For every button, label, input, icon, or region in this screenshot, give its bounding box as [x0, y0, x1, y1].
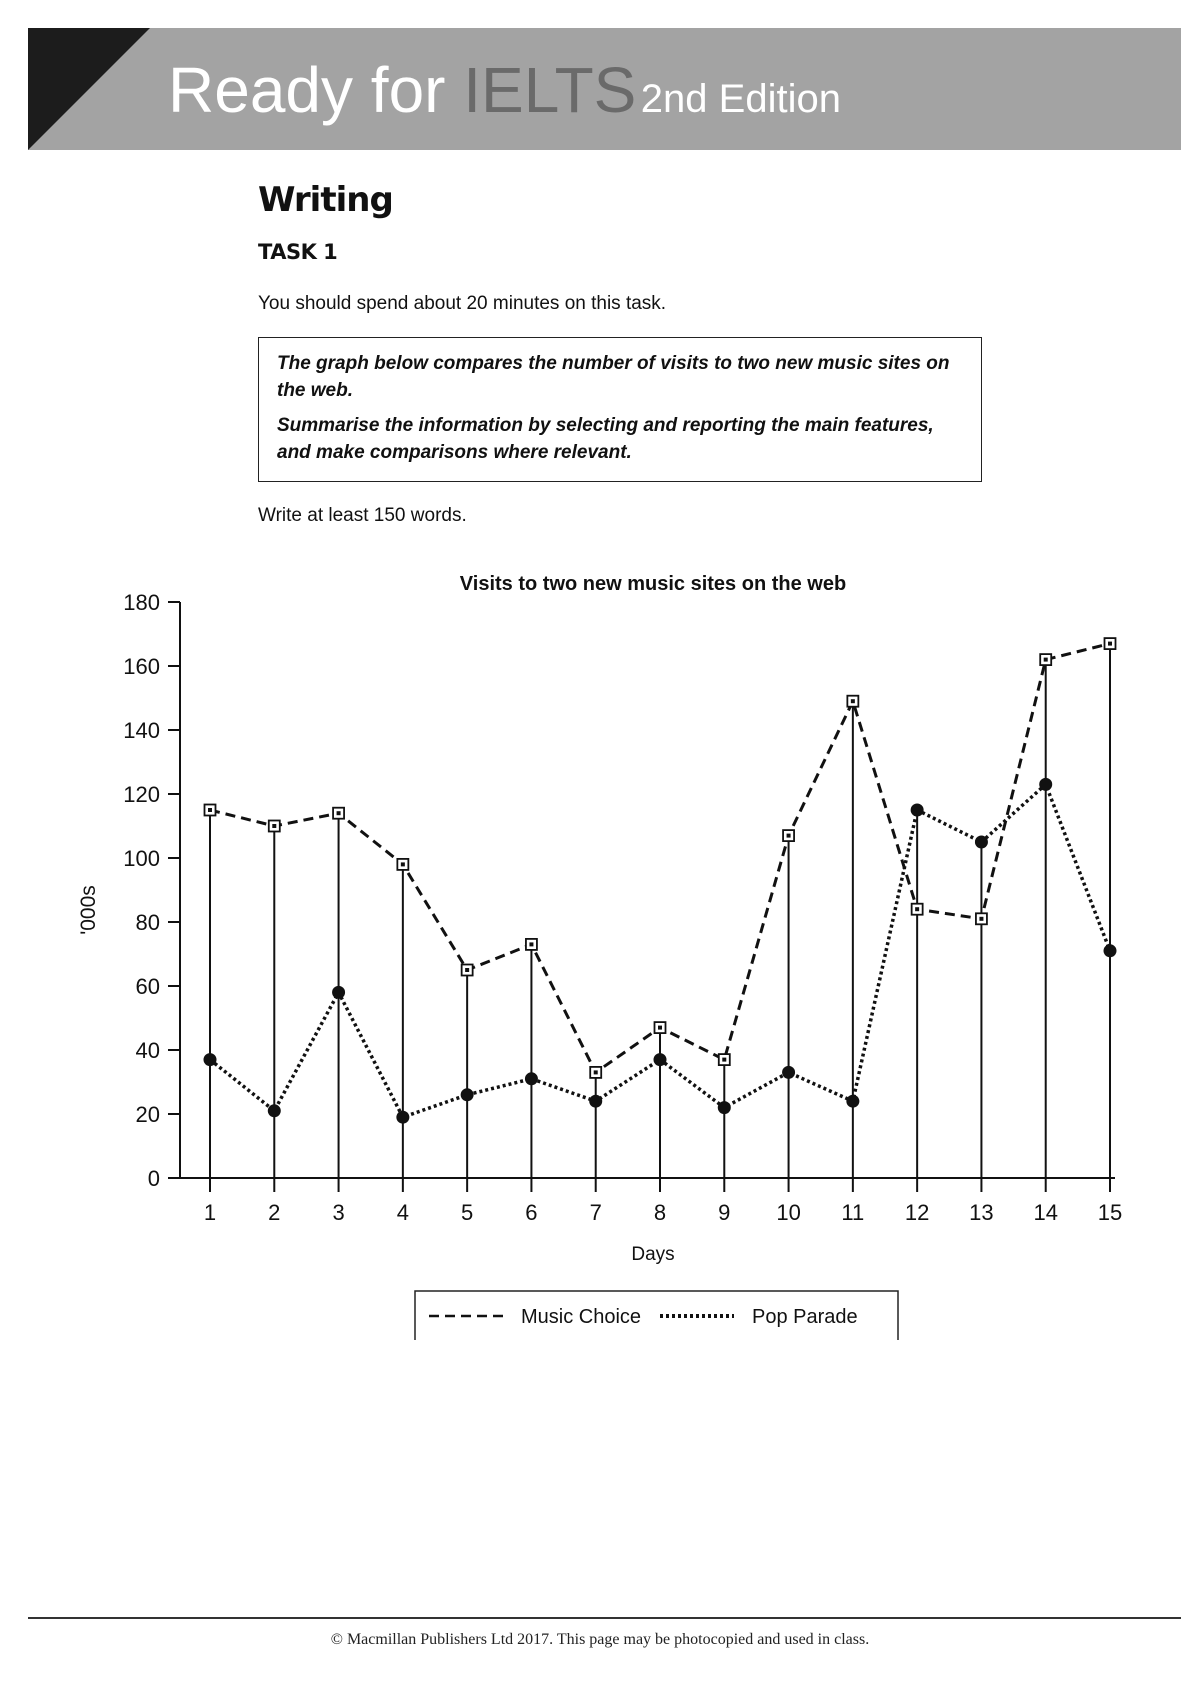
task-prompt-box — [258, 337, 982, 482]
book-title — [168, 50, 841, 130]
x-tick-label: 13 — [969, 1200, 994, 1225]
section-title: Writing — [258, 180, 393, 220]
prompt-description: The graph below compares the number of visits to two new music sites on the web. — [277, 353, 950, 401]
time-instruction: You should spend about 20 minutes on this task. — [258, 293, 667, 314]
x-axis — [180, 1178, 1122, 1225]
x-tick-label: 14 — [1033, 1200, 1058, 1225]
y-tick-label: 120 — [123, 782, 160, 807]
x-tick-label: 15 — [1097, 1200, 1123, 1225]
book-title-main: Ready for — [168, 54, 464, 126]
y-axis-label: '000s — [77, 885, 100, 935]
series-1-point-dot — [401, 862, 405, 866]
series-2-point — [589, 1095, 602, 1108]
footer-divider — [28, 1617, 1181, 1619]
x-tick-label: 5 — [461, 1200, 474, 1225]
y-tick-label: 180 — [123, 590, 160, 615]
legend — [415, 1291, 898, 1340]
series-2-point — [654, 1053, 667, 1066]
series-2-point — [332, 986, 345, 999]
series-2-point — [268, 1104, 281, 1117]
chart-title: Visits to two new music sites on the web — [459, 573, 847, 595]
y-tick-label: 60 — [135, 974, 160, 999]
series-2-point — [525, 1072, 538, 1085]
y-tick-label: 100 — [123, 846, 160, 871]
legend-label-1: Music Choice — [521, 1306, 642, 1328]
banner-corner-triangle — [28, 28, 150, 150]
series-2-point — [846, 1095, 859, 1108]
y-tick-label: 40 — [135, 1038, 160, 1063]
series-2-point — [204, 1053, 217, 1066]
series-2-point — [396, 1111, 409, 1124]
y-tick-label: 0 — [147, 1166, 160, 1191]
prompt-instruction: Summarise the information by selecting and reporting the main features, and make comparisons where relevant. — [277, 415, 934, 463]
word-count-instruction: Write at least 150 words. — [258, 505, 467, 526]
y-tick-label: 20 — [135, 1102, 160, 1127]
x-tick-label: 7 — [589, 1200, 602, 1225]
drop-lines — [210, 644, 1110, 1178]
x-tick-label: 11 — [841, 1200, 865, 1225]
series-1-point-dot — [272, 824, 276, 828]
legend-label-2: Pop Parade — [752, 1306, 858, 1328]
series-2-point — [718, 1101, 731, 1114]
series-1-point-dot — [979, 917, 983, 921]
header-banner — [28, 28, 1181, 150]
x-tick-label: 1 — [203, 1200, 217, 1225]
book-title-edition: 2nd Edition — [640, 77, 841, 121]
x-tick-label: 8 — [653, 1200, 667, 1225]
series-2-point — [461, 1088, 474, 1101]
x-tick-label: 9 — [718, 1200, 731, 1225]
series-2-point — [911, 804, 924, 817]
series-1-point-dot — [915, 907, 919, 911]
series-2-point — [1039, 778, 1052, 791]
x-tick-label: 3 — [332, 1200, 345, 1225]
series-1-point-dot — [1108, 642, 1112, 646]
copyright-footer: © Macmillan Publishers Ltd 2017. This page may be photocopied and used in class. — [330, 1631, 870, 1648]
series-1-point-dot — [1044, 658, 1048, 662]
x-axis-label: Days — [631, 1244, 675, 1265]
series-1-point-dot — [208, 808, 212, 812]
x-tick-label: 10 — [776, 1200, 801, 1225]
x-tick-label: 2 — [268, 1200, 281, 1225]
series-1-point-dot — [658, 1026, 662, 1030]
y-tick-label: 140 — [123, 718, 160, 743]
line-chart — [0, 560, 1200, 1340]
book-title-brand: IELTS — [463, 54, 637, 126]
y-axis — [123, 590, 180, 1191]
series-1-point-dot — [594, 1070, 598, 1074]
x-tick-label: 4 — [396, 1200, 409, 1225]
y-tick-label: 160 — [123, 654, 160, 679]
series-1-point-dot — [337, 811, 341, 815]
series-line-1 — [210, 644, 1110, 1073]
task-label: TASK 1 — [258, 240, 338, 264]
series-1-point-dot — [851, 699, 855, 703]
x-tick-label: 6 — [525, 1200, 538, 1225]
series-1-point-dot — [529, 942, 533, 946]
series-2-point — [1104, 944, 1117, 957]
series-2-point — [975, 836, 988, 849]
series-1-point-dot — [722, 1058, 726, 1062]
series-2-point — [782, 1066, 795, 1079]
series-1-point-dot — [787, 834, 791, 838]
y-tick-label: 80 — [135, 910, 160, 935]
x-tick-label: 12 — [904, 1200, 930, 1225]
series-1-point-dot — [465, 968, 469, 972]
